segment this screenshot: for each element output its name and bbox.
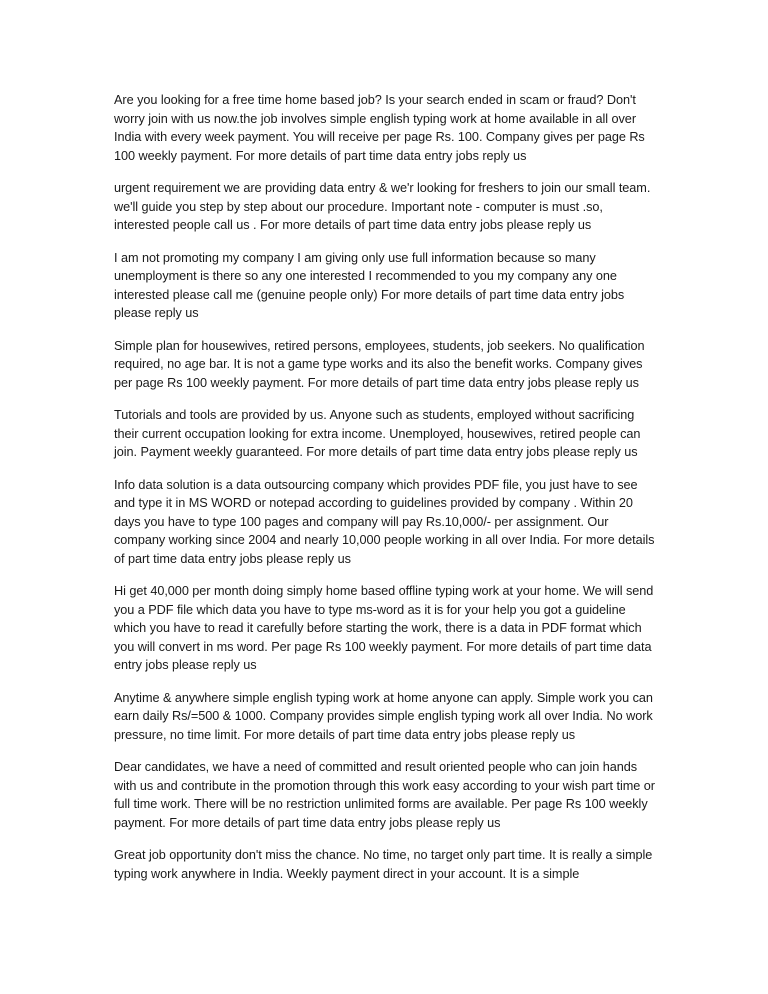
paragraph-3: I am not promoting my company I am giving only use full information because so many unemployment is there so any one interested I recommended to you my company any one interested please call me (genuine people only) For more details of part time data entry jobs please reply us <box>114 250 625 320</box>
paragraph-9: Dear candidates, we have a need of committed and result oriented people who can join hands with us and contribute in the promotion through this work easy according to your wish part time or full time work. There will be no restriction unlimited forms are available. Per page Rs 100 weekly payment. For more details of part time data entry jobs please reply us <box>114 760 655 830</box>
paragraph-5: Tutorials and tools are provided by us. Anyone such as students, employed without sacrificing their current occupation looking for extra income. Unemployed, housewives, retired people can join. Payment weekly guaranteed. For more details of part time data entry jobs please reply us <box>114 408 641 459</box>
document-body <box>114 91 658 897</box>
paragraph-10: Great job opportunity don't miss the chance. No time, no target only part time. It is really a simple typing work anywhere in India. Weekly payment direct in your account. It is a simple <box>114 848 653 881</box>
paragraph-1: Are you looking for a free time home based job? Is your search ended in scam or fraud? Don't worry join with us now.the job involves simple english typing work at home available in all over India with every week payment. You will receive per page Rs. 100. Company gives per page Rs 100 weekly payment. For more details of part time data entry jobs reply us <box>114 93 645 163</box>
paragraph-4: Simple plan for housewives, retired persons, employees, students, job seekers. No qualification required, no age bar. It is not a game type works and its also the benefit works. Company gives per page Rs 100 weekly payment. For more details of part time data entry jobs please reply us <box>114 338 645 390</box>
paragraph-8: Anytime & anywhere simple english typing work at home anyone can apply. Simple work you can earn daily Rs/=500 & 1000. Company provides simple english typing work all over India. No work pressure, no time limit. For more details of part time data entry jobs please reply us <box>114 690 653 742</box>
paragraph-2: urgent requirement we are providing data entry & we'r looking for freshers to join our small team. we'll guide you step by step about our procedure. Important note - computer is must .so, interested people call us . For more details of part time data entry jobs please reply us <box>114 181 651 232</box>
paragraph-6: Info data solution is a data outsourcing company which provides PDF file, you just have to see and type it in MS WORD or notepad according to guidelines provided by company . Within 20 days you have to type 100 pages and company will pay Rs.10,000/- per assignment. Our company working since 2004 and nearly 10,000 people working in all over India. For more details of part time data entry jobs please reply us <box>114 477 655 566</box>
paragraph-7: Hi get 40,000 per month doing simply home based offline typing work at your home. We will send you a PDF file which data you have to type ms-word as it is for your help you got a guideline which you have to read it carefully before starting the work, there is a data in PDF format which you will convert in ms word. Per page Rs 100 weekly payment. For more details of part time data entry jobs please reply us <box>114 584 654 672</box>
